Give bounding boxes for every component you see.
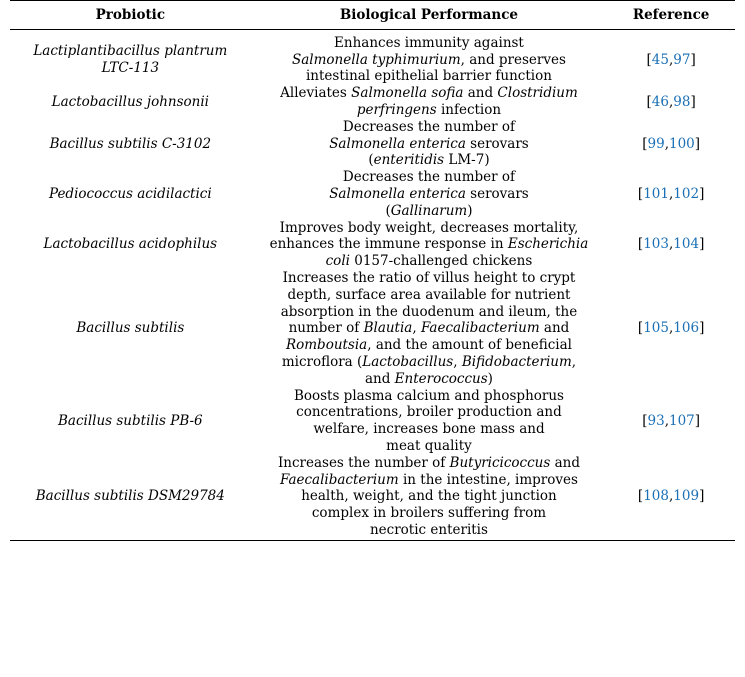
performance-line	[257, 186, 602, 203]
performance-line	[257, 354, 602, 371]
probiotic-name-line: Bacillus subtilis	[76, 320, 185, 337]
performance-line	[257, 52, 602, 69]
performance-text: ,	[453, 353, 462, 370]
performance-text: and	[539, 320, 570, 337]
performance-text: concentrations, broiler production and	[296, 404, 562, 421]
performance-cell	[251, 119, 608, 169]
probiotics-table	[10, 0, 735, 541]
header-performance: Biological Performance	[251, 1, 608, 30]
species-name: Enterococcus	[394, 370, 488, 387]
table-row	[10, 455, 735, 540]
table-row	[10, 270, 735, 388]
probiotic-name-line: Pediococcus acidilactici	[48, 185, 212, 202]
probiotic-name-line: Bacillus subtilis DSM29784	[35, 488, 225, 505]
reference-cell: [103,104]	[637, 236, 705, 253]
species-name: Butyricicoccus	[449, 454, 551, 471]
performance-text: Boosts plasma calcium and phosphorus	[293, 387, 564, 404]
probiotic-cell	[10, 220, 251, 270]
performance-cell	[251, 455, 608, 540]
species-name: Salmonella enterica	[329, 135, 466, 152]
header-reference: Reference	[607, 1, 735, 30]
probiotic-name-line: LTC-113	[101, 59, 160, 76]
species-name: perfringens	[356, 101, 437, 118]
performance-text: enhances the immune response in	[269, 236, 508, 253]
performance-text: meat quality	[386, 437, 472, 454]
performance-text: Decreases the number of	[342, 118, 515, 135]
species-name: Salmonella typhimurium	[291, 51, 461, 68]
performance-text: and	[463, 85, 498, 102]
table-row	[10, 388, 735, 455]
performance-line	[257, 85, 602, 102]
species-name: coli	[325, 253, 350, 270]
reference-link[interactable]: 105	[643, 320, 669, 337]
probiotic-cell	[10, 169, 251, 219]
species-name: Romboutsia	[285, 337, 368, 354]
performance-text: Improves body weight, decreases mortality,	[279, 219, 579, 236]
performance-text: infection	[436, 101, 502, 118]
reference-cell: [93,107]	[642, 412, 701, 429]
reference-link[interactable]: 97	[673, 51, 691, 68]
performance-text: serovars	[465, 135, 529, 152]
performance-text: (	[368, 152, 374, 169]
performance-cell	[251, 29, 608, 85]
species-name: Blautia	[363, 320, 413, 337]
performance-line	[257, 371, 602, 388]
performance-cell	[251, 220, 608, 270]
reference-link[interactable]: 46	[651, 93, 669, 110]
reference-link[interactable]: 102	[673, 185, 700, 202]
performance-line	[257, 203, 602, 220]
performance-line	[257, 337, 602, 354]
reference-cell: [46,98]	[646, 93, 696, 110]
performance-line	[257, 472, 602, 489]
reference-link[interactable]: 100	[668, 135, 695, 152]
performance-text: Increases the number of	[277, 454, 450, 471]
species-name: Salmonella enterica	[329, 185, 466, 202]
probiotic-cell	[10, 270, 251, 388]
probiotic-cell	[10, 388, 251, 455]
performance-text: , and the amount of beneficial	[367, 337, 572, 354]
performance-line	[257, 236, 602, 253]
performance-cell	[251, 85, 608, 119]
species-name: Bifidobacterium	[461, 353, 572, 370]
performance-cell	[251, 388, 608, 455]
reference-link[interactable]: 93	[647, 412, 665, 429]
species-name: enteritidis	[373, 152, 445, 169]
performance-line	[257, 35, 602, 52]
probiotic-cell	[10, 119, 251, 169]
performance-cell	[251, 270, 608, 388]
reference-link[interactable]: 104	[673, 236, 700, 253]
reference-cell: [105,106]	[637, 320, 705, 337]
performance-line	[257, 102, 602, 119]
species-name: Salmonella sofia	[351, 85, 464, 102]
performance-line	[257, 505, 602, 522]
header-row	[10, 1, 735, 30]
reference-link[interactable]: 99	[647, 135, 665, 152]
performance-text: necrotic enteritis	[369, 521, 488, 538]
probiotic-name-line: Bacillus subtilis C-3102	[49, 135, 212, 152]
performance-text: and	[550, 454, 580, 471]
probiotic-cell	[10, 29, 251, 85]
species-name: Faecalibacterium	[280, 471, 399, 488]
species-name: Gallinarum	[390, 202, 468, 219]
performance-line	[257, 388, 602, 405]
reference-link[interactable]: 101	[643, 185, 669, 202]
performance-text: complex in broilers suffering from	[311, 505, 547, 522]
performance-text: LM-7)	[444, 152, 490, 169]
performance-line	[257, 421, 602, 438]
reference-cell: [101,102]	[637, 185, 705, 202]
probiotic-cell	[10, 85, 251, 119]
performance-text: serovars	[465, 185, 529, 202]
performance-text: Alleviates	[280, 85, 352, 102]
reference-link[interactable]: 109	[673, 488, 700, 505]
table-body	[10, 29, 735, 540]
performance-line	[257, 68, 602, 85]
performance-cell	[251, 169, 608, 219]
reference-link[interactable]: 98	[673, 93, 691, 110]
reference-link[interactable]: 45	[651, 51, 669, 68]
performance-line	[257, 253, 602, 270]
performance-text: number of	[288, 320, 364, 337]
performance-text: and	[364, 370, 395, 387]
performance-line	[257, 455, 602, 472]
table-row	[10, 119, 735, 169]
performance-line	[257, 169, 602, 186]
performance-text: in the intestine, improves	[398, 471, 578, 488]
performance-line	[257, 522, 602, 539]
reference-link[interactable]: 103	[643, 236, 669, 253]
reference-cell: [108,109]	[607, 455, 735, 540]
table-row	[10, 169, 735, 219]
performance-text: ,	[571, 353, 577, 370]
species-name: Clostridium	[497, 85, 578, 102]
probiotic-name-line: Bacillus subtilis PB-6	[57, 412, 203, 429]
performance-text: 0157-challenged chickens	[349, 253, 533, 270]
reference-cell: [45,97]	[646, 51, 696, 68]
performance-text: welfare, increases bone mass and	[313, 421, 545, 438]
performance-line	[257, 119, 602, 136]
table-row	[10, 85, 735, 119]
performance-text: Decreases the number of	[342, 169, 515, 186]
performance-text: )	[487, 370, 493, 387]
performance-text: intestinal epithelial barrier function	[305, 68, 552, 85]
probiotic-name-line: Lactobacillus johnsonii	[51, 93, 209, 110]
performance-line	[257, 152, 602, 169]
performance-text: , and preserves	[460, 51, 566, 68]
performance-text: health, weight, and the tight junction	[301, 488, 557, 505]
reference-link[interactable]: 106	[673, 320, 700, 337]
header-probiotic: Probiotic	[10, 1, 251, 30]
performance-line	[257, 438, 602, 455]
performance-line	[257, 270, 602, 287]
performance-line	[257, 304, 602, 321]
species-name: Lactobacillus	[362, 353, 454, 370]
performance-line	[257, 320, 602, 337]
table-row	[10, 220, 735, 270]
performance-text: Enhances immunity against	[334, 34, 524, 51]
performance-text: Increases the ratio of villus height to crypt	[282, 269, 576, 286]
performance-text: microflora (	[281, 353, 363, 370]
probiotic-name-line: Lactiplantibacillus plantrum	[33, 43, 228, 60]
table-row	[10, 29, 735, 85]
reference-link[interactable]: 108	[643, 488, 669, 505]
performance-line	[257, 488, 602, 505]
performance-line	[257, 220, 602, 237]
performance-line	[257, 404, 602, 421]
performance-text: )	[467, 202, 473, 219]
species-name: Escherichia	[507, 236, 589, 253]
species-name: Faecalibacterium	[420, 320, 540, 337]
performance-text: (	[385, 202, 391, 219]
probiotic-cell	[10, 455, 251, 540]
performance-text: ,	[412, 320, 421, 337]
reference-cell: [99,100]	[642, 135, 701, 152]
performance-text: absorption in the duodenum and ileum, the	[280, 303, 578, 320]
reference-link[interactable]: 107	[668, 412, 695, 429]
performance-text: depth, surface area available for nutrient	[287, 286, 571, 303]
performance-line	[257, 287, 602, 304]
performance-line	[257, 136, 602, 153]
probiotic-name-line: Lactobacillus acidophilus	[43, 236, 218, 253]
